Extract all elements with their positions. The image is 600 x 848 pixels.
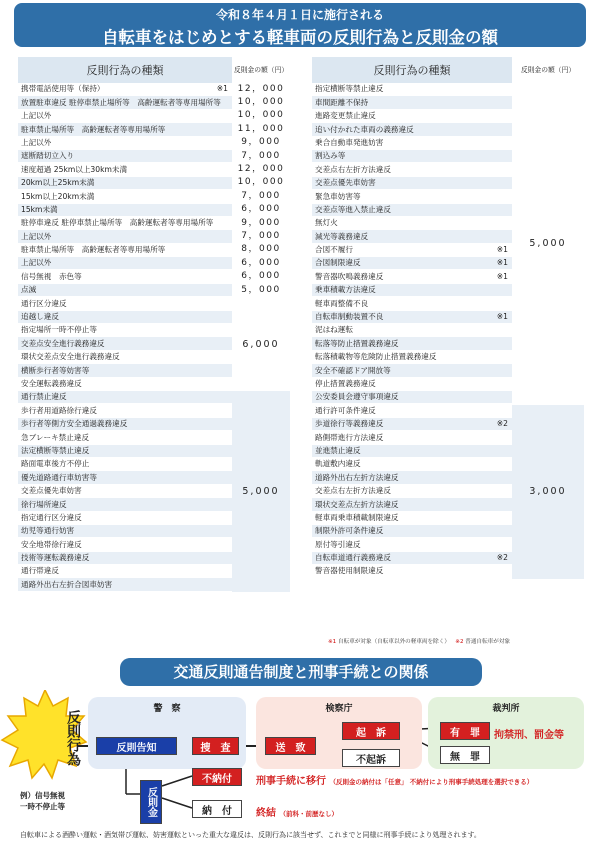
note-mark: ※1 (496, 312, 508, 322)
fine-amount: 10，000 (232, 98, 290, 107)
table-row (18, 284, 290, 297)
title-banner (14, 3, 586, 47)
violation-label: 公安委員会遵守事項違反 (312, 391, 512, 403)
violation-label: 安全不確認ドア開放等 (312, 364, 512, 376)
violation-label: 通路外出右左折合図車妨害 (18, 578, 232, 590)
fine-amount: 12，000 (232, 85, 290, 94)
violation-label: 15km以上20km未満 (21, 191, 95, 201)
violation-label: 通行帯違反 (21, 566, 59, 576)
violation-label: 停止措置義務違反 (315, 378, 376, 388)
violation-label: 駐車禁止場所等 高齢運転者等専用場所等 (21, 245, 166, 255)
violation-label: 路面電車後方不停止 (21, 459, 90, 469)
violation-label: 無灯火 (315, 218, 338, 228)
violation-label: 通行禁止違反 (18, 391, 232, 403)
table-row (18, 257, 290, 270)
fine-amount: 7，000 (232, 192, 290, 201)
diagram-title: 交通反則通告制度と刑事手続との関係 (120, 658, 482, 686)
violation-label: 通行区分違反 (21, 298, 67, 308)
block-fine-amount: 5,000 (232, 391, 290, 592)
violation-label: 割込み等 (312, 150, 512, 162)
title-line1: 令和８年４月１日に施行される (215, 8, 384, 22)
violation-label: 並進禁止違反 (312, 445, 512, 457)
indict-box: 起 訴 (342, 722, 400, 740)
violation-label: 軽車両整備不良 (315, 298, 369, 308)
violation-label: 緊急車妨害等 (315, 191, 361, 201)
notice-box: 反則告知 (96, 737, 177, 755)
fine-amount: 9，000 (232, 219, 290, 228)
note-mark: ※1 (216, 84, 228, 94)
violation-label: 原付等引違反 (315, 539, 361, 549)
fine-amount: 7，000 (232, 152, 290, 161)
note-mark: ※1 (496, 258, 508, 268)
table-row (18, 83, 290, 96)
violation-label: 急ブレーキ禁止違反 (21, 432, 90, 442)
block-fine-amount: 6,000 (232, 297, 290, 391)
violation-label: 軽車両乗車積載制限違反 (315, 512, 399, 522)
left-amount-header: 反則金の額（円） (233, 65, 289, 74)
violation-label: 指定場所一時不停止等 (21, 325, 97, 335)
fine-amount: 6，000 (232, 259, 290, 268)
violation-label: 進路変更禁止違反 (315, 111, 376, 121)
violation-label: 信号無視 赤色等 (21, 271, 82, 281)
note-mark: ※1 (496, 271, 508, 281)
example-label: 例）信号無視 一時不停止等 (20, 791, 65, 811)
violation-label: 制限外許可条件違反 (312, 525, 512, 537)
table-notes: ※1 自転車が対象（自転車以外の軽車両を除く） ※2 普通自転車が対象 (328, 639, 511, 645)
violation-label: 遮断踏切立入り (18, 150, 232, 162)
end-label: 終結 （前科・前歴なし） (256, 808, 338, 819)
violation-label: 速度超過 25km以上30km未満 (21, 164, 128, 174)
fine-box: 反則金 (140, 780, 162, 824)
violation-label: 交差点右左折方法違反 (315, 486, 391, 496)
violation-label: 歩行者用道路徐行違反 (21, 405, 97, 415)
violation-label: 通行許可条件違反 (315, 405, 376, 415)
violation-label: 転落積載物等危険防止措置義務違反 (315, 352, 437, 362)
no-indict-box: 不起訴 (342, 749, 400, 767)
fine-amount: 7，000 (232, 232, 290, 241)
fine-amount: 10，000 (232, 111, 290, 120)
violation-label: 交差点右左折方法違反 (315, 164, 391, 174)
violation-label: 上記以外 (18, 230, 232, 242)
police-label: 警 察 (153, 704, 181, 714)
investigation-box: 捜 査 (192, 737, 239, 755)
violation-label: 指定横断等禁止違反 (315, 84, 384, 94)
violation-label: 車間距離不保持 (312, 96, 512, 108)
fine-amount: 9，000 (232, 138, 290, 147)
right-amount-header: 反則金の額（円） (520, 65, 576, 74)
left-fine-table (18, 57, 290, 592)
violation-label: 環状交差点安全進行義務違反 (21, 352, 120, 362)
violation-label: 乗車積載方法違反 (312, 284, 512, 296)
violation-label: 交差点安全進行義務違反 (18, 337, 232, 349)
violation-label: 泥はね運転 (315, 325, 353, 335)
note-mark: ※2 (496, 553, 508, 563)
table-row (18, 96, 290, 109)
violation-label: 自転車道通行義務違反 ※2 (312, 552, 512, 564)
violation-label: 転落等防止措置義務違反 (312, 337, 512, 349)
violation-label: 優先道路通行車妨害等 (18, 471, 232, 483)
left-col-header: 反則行為の種類 (18, 57, 232, 83)
violation-label: 上記以外 (21, 137, 52, 147)
fine-amount: 12，000 (232, 165, 290, 174)
violation-label: 歩道徐行等義務違反 ※2 (312, 418, 512, 430)
table-row (18, 244, 290, 257)
violation-label: 15km未満 (18, 204, 232, 216)
note-mark: ※1 (496, 245, 508, 255)
table-row (18, 217, 290, 230)
block-fine-amount: 3,000 (512, 405, 584, 579)
fine-amount: 5，000 (232, 286, 290, 295)
right-fine-table (312, 57, 584, 578)
violation-label: 合図不履行 ※1 (312, 244, 512, 256)
star-label: 反則行為 (65, 710, 81, 766)
violation-label: 警音器吹鳴義務違反 ※1 (312, 270, 512, 282)
violation-label: 20km以上25km未満 (18, 177, 232, 189)
violation-label: 放置駐車違反 駐停車禁止場所等 高齢運転者等専用場所等 (18, 96, 232, 108)
criminal-label: 刑事手続に移行 （反則金の納付は「任意」 不納付により刑事手続処理を選択できる） (256, 776, 534, 787)
table-row (18, 123, 290, 136)
violation-label: 歩行者等側方安全通過義務違反 (18, 418, 232, 430)
unpaid-box: 不納付 (192, 768, 242, 786)
fine-amount: 11，000 (232, 125, 290, 134)
violation-label: 安全運転義務違反 (21, 378, 82, 388)
table-row (18, 163, 290, 176)
violation-label: 技術等運転義務違反 (18, 552, 232, 564)
violation-label: 軌道敷内違反 (315, 459, 361, 469)
fine-amount: 8，000 (232, 245, 290, 254)
table-row (18, 137, 290, 150)
violation-label: 横断歩行者等妨害等 (18, 364, 232, 376)
violation-label: 徐行場所違反 (18, 498, 232, 510)
violation-label: 警音器使用制限違反 (315, 566, 384, 576)
violation-label: 幼児等通行妨害 (18, 525, 232, 537)
violation-label: 法定横断等禁止違反 (18, 445, 232, 457)
violation-label: 乗合自動車発進妨害 (315, 137, 384, 147)
right-col-header: 反則行為の種類 (312, 57, 512, 83)
violation-label: 点滅 (18, 284, 232, 296)
fine-amount: 10，000 (232, 178, 290, 187)
violation-label: 自転車制動装置不良 ※1 (312, 311, 512, 323)
title-line2: 自転車をはじめとする軽車両の反則行為と反則金の額 (102, 28, 498, 47)
table-row (18, 190, 290, 203)
violation-label: 道路外出右左折方法違反 (312, 471, 512, 483)
penalty-label: 拘禁刑、罰金等 (494, 730, 564, 741)
court-label: 裁判所 (492, 704, 520, 714)
violation-label: 指定通行区分違反 (21, 512, 82, 522)
violation-label: 追越し違反 (18, 311, 232, 323)
table-row (18, 150, 290, 163)
violation-label: 駐停車違反 駐停車禁止場所等 高齢運転者等専用場所等 (21, 218, 214, 228)
violation-label: 合図制限違反 ※1 (312, 257, 512, 269)
table-row (18, 177, 290, 190)
note-mark: ※2 (496, 419, 508, 429)
violation-label: 上記以外 (21, 111, 52, 121)
send-box: 送 致 (265, 737, 316, 755)
violation-label: 携帯電話使用等（保持） ※1 (18, 83, 232, 95)
violation-label: 安全地帯徐行違反 (21, 539, 82, 549)
fine-amount: 6，000 (232, 205, 290, 214)
table-row (18, 230, 290, 243)
footer-note: 自転車による酒酔い運転・酒気帯び運転、妨害運転といった重大な違反は、反則行為に該当せず、これまでと同様に刑事手続により処理されます。 (20, 831, 481, 839)
prosecutor-label: 検察庁 (325, 704, 353, 714)
violation-label: 路側帯進行方法違反 (315, 432, 384, 442)
block-fine-amount: 5,000 (512, 83, 584, 405)
guilty-box: 有 罪 (440, 722, 490, 740)
paid-box: 納 付 (192, 800, 242, 818)
table-row (18, 270, 290, 283)
not-guilty-box: 無 罪 (440, 746, 490, 764)
fine-amount: 6，000 (232, 272, 290, 281)
violation-label: 交差点優先車妨害 (21, 486, 82, 496)
violation-label: 環状交差点左折方法違反 (312, 498, 512, 510)
violation-label: 減光等義務違反 (312, 230, 512, 242)
table-row (18, 110, 290, 123)
violation-label: 交差点優先車妨害 (312, 177, 512, 189)
table-row (18, 204, 290, 217)
violation-label: 駐車禁止場所等 高齢運転者等専用場所等 (18, 123, 232, 135)
violation-label: 上記以外 (18, 257, 232, 269)
violation-label: 交差点等進入禁止違反 (312, 204, 512, 216)
violation-label: 追い付かれた車両の義務違反 (312, 123, 512, 135)
